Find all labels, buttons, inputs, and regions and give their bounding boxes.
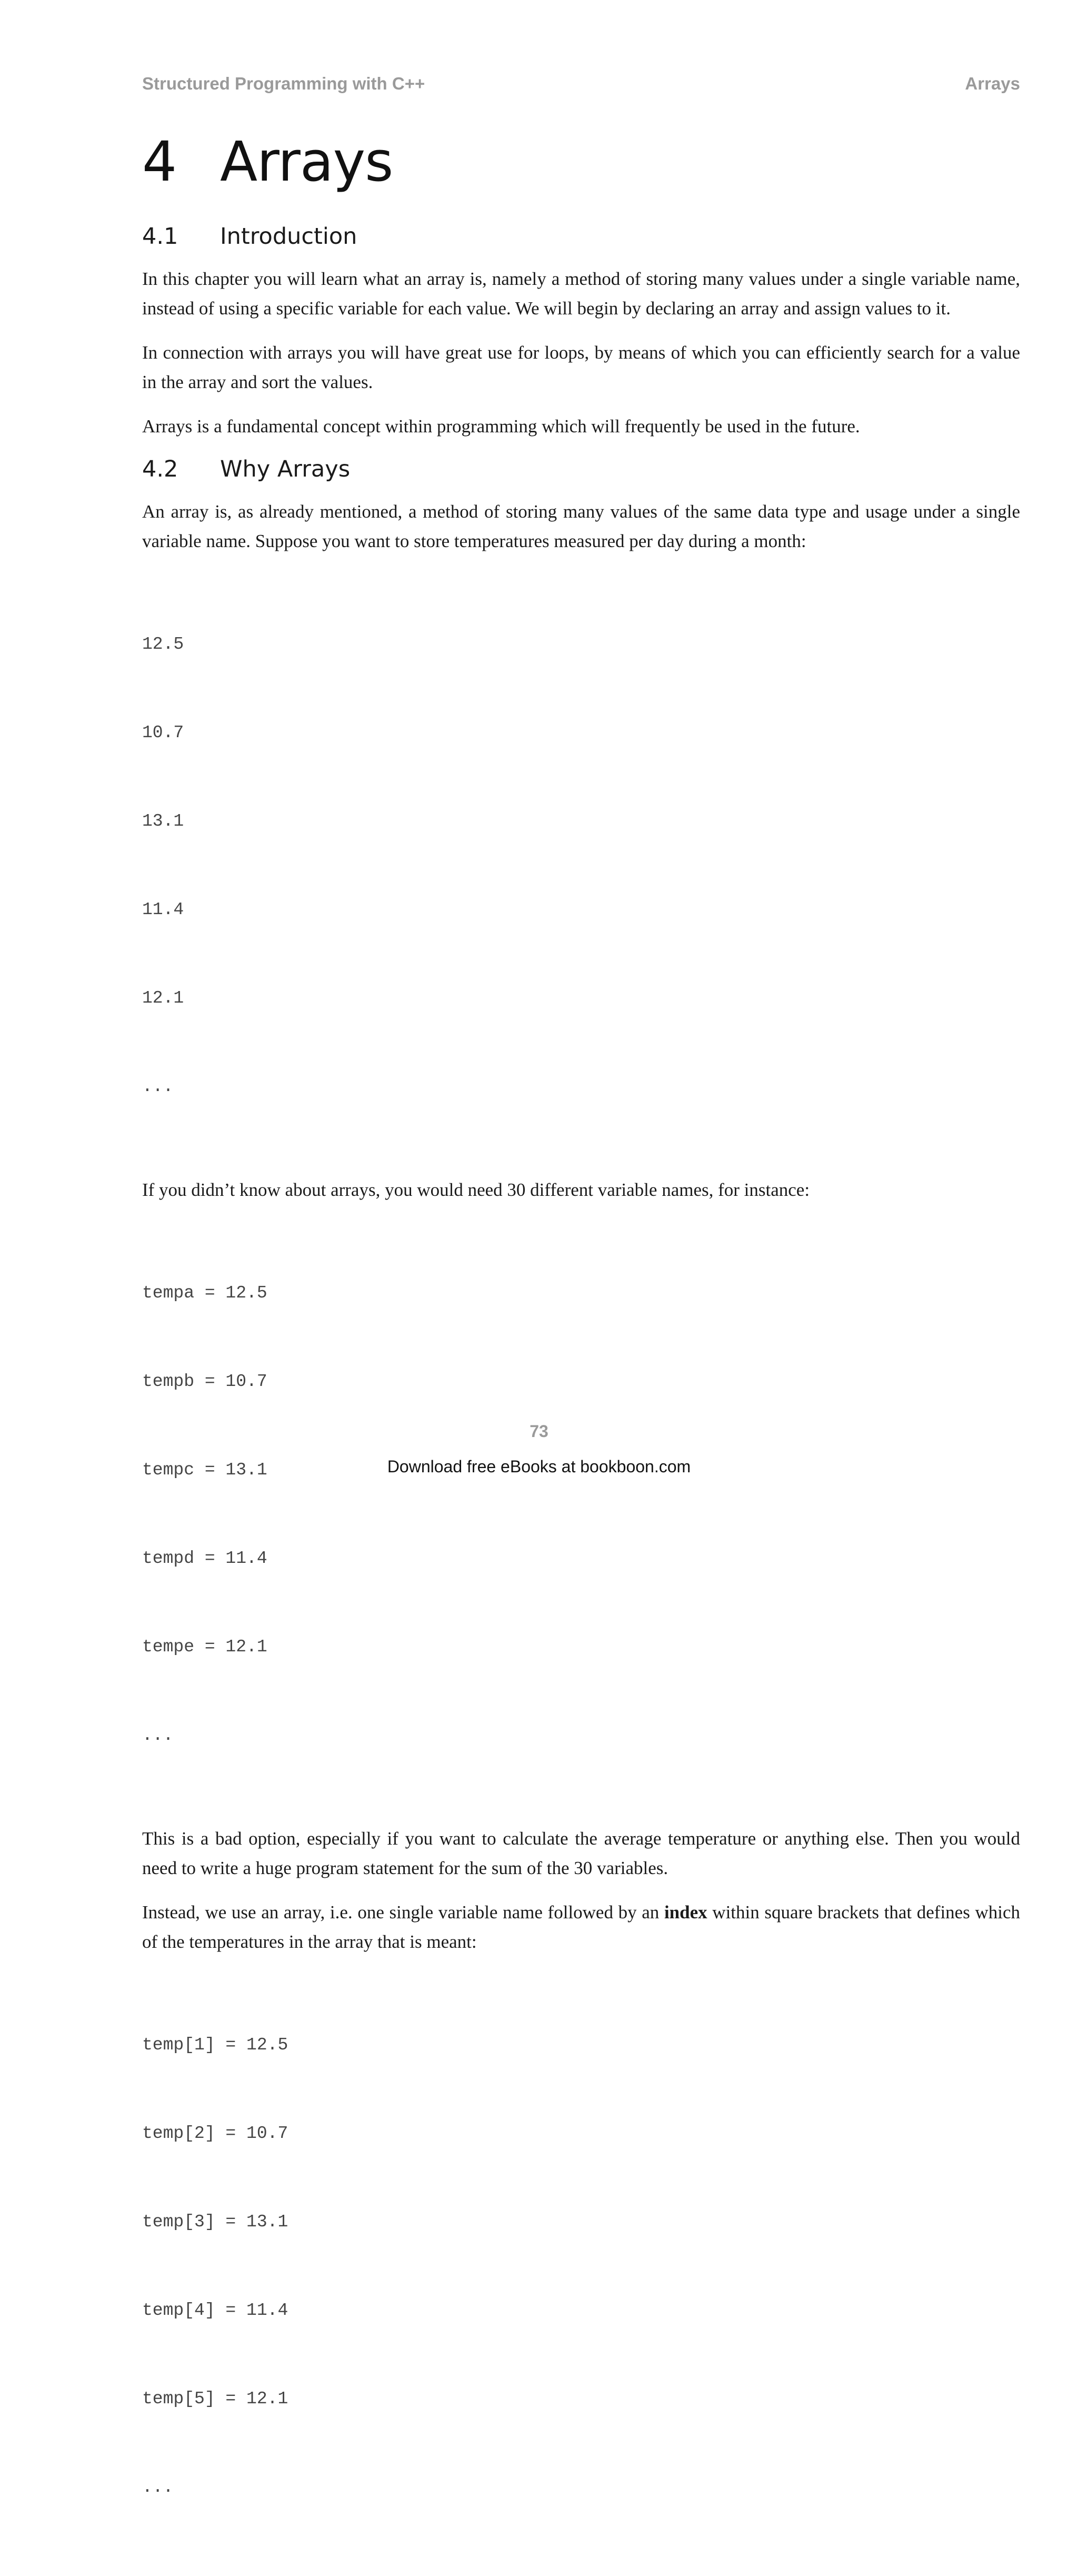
paragraph-text: Instead, we use an array, i.e. one single variable name followed by an: [142, 1901, 664, 1923]
paragraph: Arrays is a fundamental concept within programming which will frequently be used in the future.: [142, 415, 860, 437]
code-line: ...: [142, 1725, 174, 1745]
code-block-values: [142, 571, 1020, 1161]
code-line: 11.4: [142, 899, 184, 919]
chapter-title: [142, 132, 1020, 192]
code-line: 13.1: [142, 811, 184, 831]
paragraph: If you didn’t know about arrays, you would need 30 different variable names, for instance:: [142, 1179, 810, 1200]
section-number: 4.2: [142, 455, 178, 482]
bold-term: index: [664, 1901, 707, 1923]
code-line: ...: [142, 1076, 174, 1096]
section-title: Why Arrays: [220, 455, 351, 482]
code-line: temp[5] = 12.1: [142, 2389, 288, 2409]
header-chapter-name: Arrays: [965, 74, 1020, 93]
code-line: 10.7: [142, 722, 184, 742]
code-line: temp[2] = 10.7: [142, 2123, 288, 2143]
code-line: 12.5: [142, 634, 184, 654]
paragraph: This is a bad option, especially if you want to calculate the average temperature or anything else. Then you would need to write a huge program statement for the sum of the 30 variables.: [142, 1828, 1020, 1878]
code-line: temp[1] = 12.5: [142, 2035, 288, 2055]
paragraph: [142, 1898, 1020, 1957]
code-line: tempa = 12.5: [142, 1283, 267, 1303]
page-number: 73: [530, 1422, 548, 1441]
chapter-number: 4: [142, 130, 177, 194]
section-heading-why-arrays: [142, 456, 1020, 483]
code-line: temp[4] = 11.4: [142, 2300, 288, 2320]
running-header: [142, 74, 1020, 94]
code-block-variables: [142, 1220, 1020, 1809]
chapter-title-text: Arrays: [220, 130, 393, 194]
paragraph-text: within square brackets that defines which of the temperatures in the array that is meant:: [142, 1901, 1021, 1952]
code-line: 12.1: [142, 988, 184, 1008]
code-line: temp[3] = 13.1: [142, 2212, 288, 2232]
code-line: ...: [142, 2477, 174, 2497]
section-title: Introduction: [220, 223, 357, 250]
code-line: tempe = 12.1: [142, 1637, 267, 1657]
code-line: tempb = 10.7: [142, 1371, 267, 1391]
header-book-title: Structured Programming with C++: [142, 74, 425, 93]
code-line: tempd = 11.4: [142, 1548, 267, 1568]
page-content: [142, 132, 1020, 2576]
code-block-array: [142, 1971, 1020, 2561]
paragraph: In connection with arrays you will have great use for loops, by means of which you can efficiently search for a value in the array and sort the values.: [142, 342, 1020, 392]
paragraph: An array is, as already mentioned, a method of storing many values of the same data type and usage under a single variable name. Suppose you want to store temperatures measured per day during a month:: [142, 501, 1020, 551]
code-line: tempc = 13.1: [142, 1460, 267, 1480]
section-heading-introduction: [142, 223, 1020, 251]
section-number: 4.1: [142, 223, 178, 250]
download-link[interactable]: Download free eBooks at bookboon.com: [387, 1457, 691, 1476]
paragraph: In this chapter you will learn what an array is, namely a method of storing many values under a single variable name, instead of using a specific variable for each value. We will begin by declaring an array and assign values to it.: [142, 268, 1020, 319]
